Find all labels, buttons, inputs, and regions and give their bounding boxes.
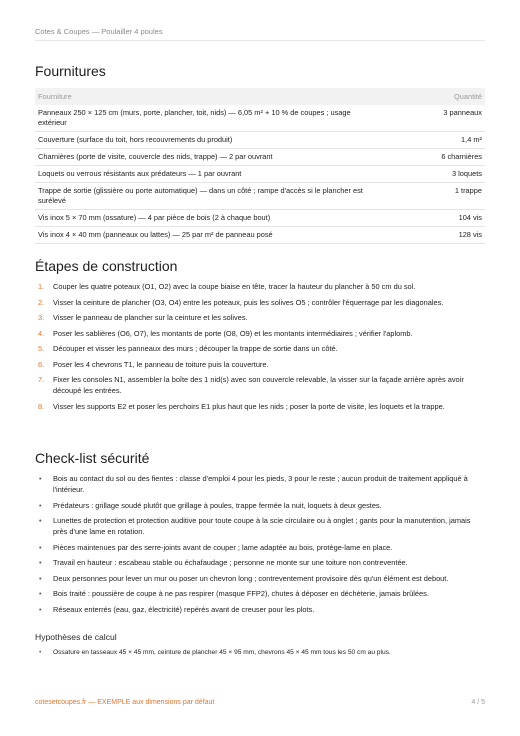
supply-item: Vis inox 5 × 70 mm (ossature) — 4 par pièce de bois (2 à chaque bout) <box>35 210 371 227</box>
supply-quantity: 3 loquets <box>371 166 485 183</box>
checklist-item <box>35 604 485 615</box>
checklist-item <box>35 573 485 584</box>
checklist-text: Réseaux enterrés (eau, gaz, électricité) repérés avant de creuser pour les plots. <box>53 604 315 614</box>
table-row <box>35 132 485 149</box>
step-text: Poser les sablières (O6, O7), les montants de porte (O8, O9) et les montants intermédiaires ; vérifier l'aplomb. <box>53 328 413 338</box>
supply-item: Couverture (surface du toit, hors recouvrements du produit) <box>35 132 371 149</box>
checklist-item <box>35 515 485 537</box>
bullet-icon: • <box>39 589 42 598</box>
table-row <box>35 166 485 183</box>
checklist-text: Deux personnes pour lever un mur ou poser un chevron long ; contreventement provisoire dès qu'un élément est debout. <box>53 573 449 583</box>
column-header-item: Fourniture <box>35 88 371 105</box>
bullet-icon: • <box>39 516 42 525</box>
table-header-row <box>35 88 485 105</box>
table-row <box>35 227 485 244</box>
supply-quantity: 3 panneaux <box>371 105 485 132</box>
step-text: Couper les quatre poteaux (O1, O2) avec la coupe biaise en tête, tracer la hauteur du plancher à 50 cm du sol. <box>53 282 416 291</box>
step-text: Visser les supports E2 et poser les perchoirs E1 plus haut que les nids ; poser la porte de visite, les loquets et la trappe. <box>53 401 445 411</box>
hypothesis-item <box>35 648 485 657</box>
bullet-icon: • <box>39 500 42 510</box>
supply-item: Vis inox 4 × 40 mm (panneaux ou lattes) — 25 par m² de panneau posé <box>35 227 371 244</box>
header-divider <box>35 40 485 41</box>
footer-site-link[interactable]: cotesetcoupes.fr — EXEMPLE aux dimensions par défaut <box>35 699 215 706</box>
supply-quantity: 1,4 m² <box>371 132 485 149</box>
bullet-icon: • <box>39 573 42 583</box>
checklist-text: Bois traité : poussière de coupe à ne pas respirer (masque FFP2), chutes à déposer en déchèterie, jamais brûlées. <box>53 589 429 598</box>
step-text: Visser la ceinture de plancher (O3, O4) entre les poteaux, puis les solives O5 ; contrôler l'équerrage par les diagonales. <box>53 297 444 307</box>
checklist-text: Bois au contact du sol ou des fientes : classe d'emploi 4 pour les pieds, 3 pour le reste ; aucun produit de traitement appliqué à l'intérieur. <box>53 474 468 494</box>
supply-item: Trappe de sortie (glissière ou porte automatique) — dans un côté ; rampe d'accès si le plancher est surélevé <box>35 183 371 210</box>
table-row <box>35 210 485 227</box>
supply-quantity: 1 trappe <box>371 183 485 210</box>
checklist-item <box>35 542 485 553</box>
supply-quantity: 6 charnières <box>371 149 485 166</box>
bullet-icon: • <box>39 604 42 614</box>
steps-list <box>35 281 485 416</box>
step-item <box>35 343 485 354</box>
checklist-text: Travail en hauteur : escabeau stable ou échafaudage ; personne ne monte sur une toiture non contreventée. <box>53 558 408 567</box>
hypotheses-heading: Hypothèses de calcul <box>35 632 117 642</box>
safety-checklist <box>35 473 485 619</box>
step-number: 5. <box>38 344 45 353</box>
checklist-text: Prédateurs : grillage soudé plutôt que grillage à poules, trappe fermée la nuit, loquets à deux gestes. <box>53 500 382 510</box>
page-number: 4 / 5 <box>471 699 485 706</box>
step-number: 6. <box>38 359 45 369</box>
step-text: Fixer les consoles N1, assembler la boîte des 1 nid(s) avec son couvercle relevable, la visser sur la façade arrière après avoir découpé les entrées. <box>53 375 464 395</box>
steps-heading: Étapes de construction <box>35 258 178 274</box>
step-item <box>35 401 485 412</box>
column-header-quantity: Quantité <box>371 88 485 105</box>
step-number: 1. <box>38 282 45 291</box>
step-item <box>35 312 485 323</box>
step-text: Visser le panneau de plancher sur la ceinture et les solives. <box>53 313 248 322</box>
bullet-icon: • <box>39 474 42 483</box>
table-row <box>35 105 485 132</box>
supply-item: Loquets ou verrous résistants aux prédateurs — 1 par ouvrant <box>35 166 371 183</box>
supply-quantity: 128 vis <box>371 227 485 244</box>
checklist-text: Lunettes de protection et protection auditive pour toute coupe à la scie circulaire ou à onglet ; gants pour la manutention, jamais près d'une lame en rotation. <box>53 516 471 536</box>
running-header: Cotes & Coupes — Poulailler 4 poules <box>35 27 163 36</box>
step-number: 2. <box>38 297 45 307</box>
step-text: Poser les 4 chevrons T1, le panneau de toiture puis la couverture. <box>53 359 269 369</box>
step-number: 8. <box>38 401 45 411</box>
step-item <box>35 374 485 396</box>
step-text: Découper et visser les panneaux des murs ; découper la trappe de sortie dans un côté. <box>53 344 338 353</box>
checklist-text: Pièces maintenues par des serre-joints avant de couper ; lame adaptée au bois, protège-lame en place. <box>53 542 393 552</box>
supply-item: Charnières (porte de visite, couvercle des nids, trappe) — 2 par ouvrant <box>35 149 371 166</box>
step-number: 7. <box>38 375 45 384</box>
hypothesis-text: Ossature en tasseaux 45 × 45 mm, ceinture de plancher 45 × 95 mm, chevrons 45 × 45 mm tous les 50 cm au plus. <box>53 649 391 656</box>
step-item <box>35 359 485 370</box>
table-row <box>35 183 485 210</box>
step-item <box>35 297 485 308</box>
step-number: 3. <box>38 313 45 322</box>
bullet-icon: • <box>39 649 42 656</box>
supplies-table <box>35 88 485 244</box>
hypotheses-list <box>35 648 485 657</box>
supply-item: Panneaux 250 × 125 cm (murs, porte, plancher, toit, nids) — 6,05 m² + 10 % de coupes ; usage extérieur <box>35 105 371 132</box>
step-item <box>35 281 485 292</box>
bullet-icon: • <box>39 542 42 552</box>
bullet-icon: • <box>39 558 42 567</box>
supply-quantity: 104 vis <box>371 210 485 227</box>
step-number: 4. <box>38 328 45 338</box>
checklist-item <box>35 588 485 599</box>
supplies-heading: Fournitures <box>35 63 106 79</box>
checklist-item <box>35 473 485 495</box>
checklist-item <box>35 500 485 511</box>
safety-checklist-heading: Check-list sécurité <box>35 450 150 466</box>
table-row <box>35 149 485 166</box>
checklist-item <box>35 557 485 568</box>
step-item <box>35 328 485 339</box>
